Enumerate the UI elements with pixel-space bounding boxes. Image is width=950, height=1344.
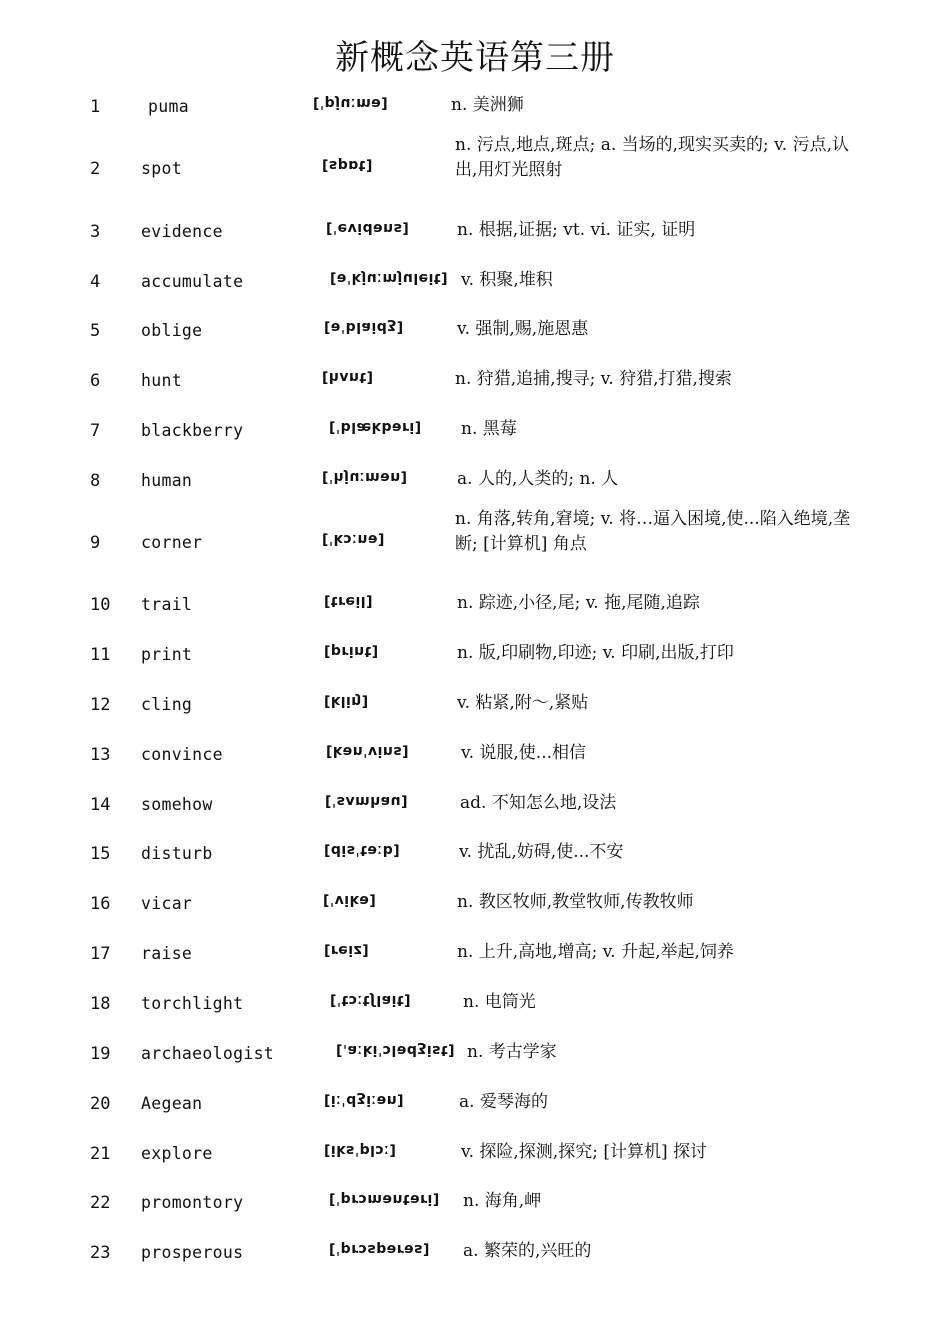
entry-definition: n. 电筒光 (463, 992, 536, 1012)
entry-word: disturb (141, 844, 213, 863)
entry-word: raise (141, 944, 193, 963)
phonetic-text: [kliŋ] (324, 693, 369, 709)
entry-number: 10 (90, 595, 111, 615)
entry-phonetic (313, 95, 388, 111)
entry-number: 3 (90, 222, 101, 242)
entry-number: 19 (90, 1044, 111, 1064)
entry-definition: n. 上升,高地,增高; v. 升起,举起,饲养 (457, 942, 734, 962)
entry-definition: v. 探险,探测,探究; [计算机] 探讨 (461, 1142, 708, 1162)
entry-phonetic (324, 1092, 404, 1108)
entry-number: 4 (90, 272, 101, 292)
phonetic-text: [əˈblaidʒ] (324, 319, 404, 335)
entry-definition: n. 美洲狮 (451, 95, 524, 115)
entry-phonetic (326, 220, 409, 236)
entry-word: torchlight (141, 994, 244, 1013)
entry-phonetic (326, 743, 409, 759)
entry-word: evidence (141, 222, 223, 241)
entry-number: 7 (90, 421, 101, 441)
entry-word: oblige (141, 321, 203, 340)
entry-word: Aegean (141, 1094, 203, 1113)
entry-definition: n. 根据,证据; vt. vi. 证实, 证明 (457, 220, 696, 240)
entry-definition: v. 积聚,堆积 (461, 270, 553, 290)
entry-number: 18 (90, 994, 111, 1014)
entry-number: 14 (90, 795, 111, 815)
phonetic-text: [ˌaːkiˈɔlədʒist] (336, 1042, 456, 1058)
entry-word: archaeologist (141, 1044, 275, 1063)
phonetic-text: [ˈprɔspərəs] (329, 1241, 430, 1257)
entry-phonetic (324, 693, 369, 709)
entry-number: 5 (90, 321, 101, 341)
entry-number: 12 (90, 695, 111, 715)
entry-word: spot (141, 159, 182, 178)
phonetic-text: [reiz] (324, 942, 370, 958)
entry-definition: n. 海角,岬 (463, 1191, 542, 1211)
phonetic-text: [hʌnt] (322, 369, 374, 385)
entry-word: human (141, 471, 193, 490)
entry-word: print (141, 645, 193, 664)
phonetic-text: [əˈkjuːmjuleit] (330, 270, 449, 286)
entry-number: 16 (90, 894, 111, 914)
entry-definition: n. 踪迹,小径,尾; v. 拖,尾随,追踪 (457, 593, 700, 613)
phonetic-text: [ˈprɔməntəri] (329, 1191, 440, 1207)
entry-phonetic (322, 469, 408, 485)
entry-number: 2 (90, 159, 101, 179)
phonetic-text: [ˈtɔːtʃlait] (330, 992, 412, 1008)
entry-phonetic (322, 369, 374, 385)
entry-definition: n. 黑莓 (461, 419, 517, 439)
phonetic-text: [disˈtəːb] (324, 842, 401, 858)
entry-word: vicar (141, 894, 193, 913)
entry-phonetic (324, 1142, 396, 1158)
entry-phonetic (324, 842, 400, 858)
phonetic-text: [kənˈvins] (326, 743, 410, 759)
entry-word: puma (148, 97, 189, 116)
phonetic-text: [iksˈplɔː] (324, 1142, 397, 1158)
entry-definition: a. 人的,人类的; n. 人 (457, 469, 619, 489)
phonetic-text: [ˈhjuːmən] (322, 469, 408, 485)
entry-phonetic (323, 892, 376, 908)
entry-number: 17 (90, 944, 111, 964)
entry-word: trail (141, 595, 193, 614)
entry-phonetic (322, 157, 373, 173)
entry-number: 23 (90, 1243, 111, 1263)
entry-word: blackberry (141, 421, 244, 440)
entry-word: convince (141, 745, 223, 764)
entry-definition: v. 扰乱,妨碍,使...不安 (459, 842, 624, 862)
phonetic-text: [ˈvikə] (323, 892, 377, 908)
entry-number: 1 (90, 97, 101, 117)
entry-definition: n. 考古学家 (467, 1042, 557, 1062)
entry-number: 11 (90, 645, 111, 665)
entry-number: 20 (90, 1094, 111, 1114)
phonetic-text: [ˈkɔːnə] (322, 531, 385, 547)
entry-phonetic (322, 531, 385, 547)
entry-phonetic (325, 793, 408, 809)
entry-number: 9 (90, 533, 101, 553)
entry-definition: a. 繁荣的,兴旺的 (463, 1241, 592, 1261)
entry-definition: n. 污点,地点,斑点; a. 当场的,现实买卖的; v. 污点,认出,用灯光照射 (455, 135, 849, 180)
entry-word: accumulate (141, 272, 244, 291)
entry-word: promontory (141, 1193, 244, 1212)
entry-word: explore (141, 1144, 213, 1163)
entry-definition: n. 角落,转角,窘境; v. 将…逼入困境,使...陷入绝境,垄断; [计算机] 角点 (455, 509, 851, 554)
phonetic-text: [spɒt] (322, 157, 373, 173)
entry-word: corner (141, 533, 203, 552)
phonetic-text: [iːˈdʒiːən] (324, 1092, 405, 1108)
entry-word: cling (141, 695, 193, 714)
entry-word: prosperous (141, 1243, 244, 1262)
entry-number: 13 (90, 745, 111, 765)
entry-phonetic (324, 643, 379, 659)
phonetic-text: [ˈevidəns] (326, 220, 410, 236)
entry-phonetic (324, 319, 404, 335)
entry-number: 22 (90, 1193, 111, 1213)
entry-definition: ad. 不知怎么地,设法 (460, 793, 617, 813)
entry-definition: a. 爱琴海的 (459, 1092, 548, 1112)
entry-definition: n. 版,印刷物,印迹; v. 印刷,出版,打印 (457, 643, 734, 663)
entry-word: somehow (141, 795, 213, 814)
entry-number: 15 (90, 844, 111, 864)
entry-phonetic (329, 1241, 430, 1257)
phonetic-text: [print] (324, 643, 379, 659)
phonetic-text: [ˈpjuːmə] (313, 95, 389, 111)
entry-number: 21 (90, 1144, 111, 1164)
entry-phonetic (336, 1042, 455, 1058)
entry-definition: v. 粘紧,附～,紧贴 (457, 693, 589, 713)
entry-definition: n. 教区牧师,教堂牧师,传教牧师 (457, 892, 694, 912)
page-title: 新概念英语第三册 (335, 38, 615, 78)
entry-phonetic (329, 1191, 440, 1207)
phonetic-text: [ˈsʌmhau] (325, 793, 409, 809)
entry-definition: v. 说服,使...相信 (461, 743, 587, 763)
entry-number: 6 (90, 371, 101, 391)
entry-word: hunt (141, 371, 182, 390)
entry-phonetic (324, 593, 373, 609)
entry-definition: n. 狩猎,追捕,搜寻; v. 狩猎,打猎,搜索 (455, 369, 732, 389)
phonetic-text: [ˈblækbəri] (329, 419, 422, 435)
entry-phonetic (330, 992, 411, 1008)
entry-definition: v. 强制,赐,施恩惠 (457, 319, 589, 339)
entry-phonetic (324, 942, 369, 958)
entry-number: 8 (90, 471, 101, 491)
entry-phonetic (330, 270, 448, 286)
entry-phonetic (329, 419, 422, 435)
phonetic-text: [treil] (324, 593, 373, 609)
